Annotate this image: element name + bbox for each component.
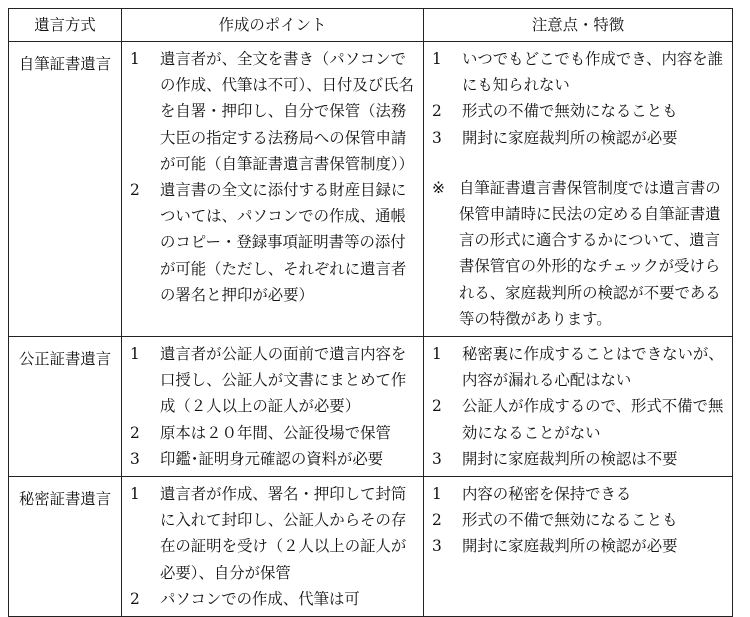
list-item [130, 177, 417, 308]
list-item [432, 481, 726, 507]
item-number: 2 [130, 423, 140, 442]
item-text: 遺言書の全文に添付する財産目録については、パソコンでの作成、通帳のコピー・登録事項証明書等の添付が可能（ただし、それぞれに遺言者の署名と押印が必要） [160, 181, 407, 304]
reference-mark-icon: ※ [432, 178, 445, 197]
list-item [130, 481, 417, 586]
item-text: いつでもどこでも作成でき、内容を誰にも知られない [462, 50, 724, 95]
list-item [130, 586, 417, 612]
list-item [130, 46, 417, 177]
item-number: 2 [130, 181, 140, 200]
remark-note [432, 175, 726, 332]
item-text: 開封に家庭裁判所の検認が必要 [462, 537, 678, 556]
item-text: 遺言者が公証人の面前で遺言内容を口授し、公証人が文書にまとめて作成（２人以上の証人が必要） [160, 345, 407, 416]
table-row [9, 477, 733, 617]
notes-cell [424, 337, 733, 477]
item-text: 開封に家庭裁判所の検認が必要 [462, 128, 678, 147]
list-item [130, 420, 417, 446]
item-number: 2 [130, 589, 140, 608]
item-number: 1 [130, 345, 140, 364]
item-number: 1 [432, 50, 442, 68]
list-item [130, 341, 417, 420]
header-method: 遺言方式 [9, 9, 122, 42]
item-number: 3 [130, 449, 140, 468]
item-text: 印鑑･証明身元確認の資料が必要 [160, 449, 384, 468]
remark-text: 自筆証書遺言書保管制度では遺言書の保管申請時に民法の定める自筆証書遺言の形式に適合するかについて、遺言書保管官の外形的なチェックが受けられる、家庭裁判所の検認が不要である等の特徴があります。 [459, 178, 721, 328]
item-text: 遺言者が、全文を書き（パソコンでの作成、代筆は不可）、日付及び氏名を自署・押印し、自分で保管（法務大臣の指定する法務局への保管申請が可能（自筆証書遺言書保管制度）） [160, 50, 414, 173]
item-number: 3 [432, 449, 442, 468]
list-item [432, 125, 726, 151]
notes-cell [424, 477, 733, 617]
list-item [432, 46, 726, 98]
method-cell: 秘密証書遺言 [9, 477, 122, 617]
item-number: 2 [432, 102, 442, 121]
list-item [432, 393, 726, 445]
list-item [432, 533, 726, 559]
method-cell: 公正証書遺言 [9, 337, 122, 477]
item-text: 公証人が作成するので、形式不備で無効になることがない [462, 397, 724, 442]
item-text: パソコンでの作成、代筆は可 [160, 589, 360, 608]
item-number: 1 [432, 485, 442, 504]
item-number: 1 [130, 485, 140, 504]
table-header-row [9, 9, 733, 42]
will-types-table [8, 8, 733, 617]
item-text: 遺言者が作成、署名・押印して封筒に入れて封印し、公証人からその存在の証明を受け（２人以上の証人が必要）、自分が保管 [160, 485, 407, 582]
list-item [432, 507, 726, 533]
list-item [130, 446, 417, 472]
points-cell [122, 337, 424, 477]
item-text: 形式の不備で無効になることも [462, 511, 678, 530]
list-item [432, 446, 726, 472]
item-number: 2 [432, 511, 442, 530]
table-row [9, 337, 733, 477]
item-text: 開封に家庭裁判所の検認は不要 [462, 449, 678, 468]
item-text: 秘密裏に作成することはできないが、内容が漏れる心配はない [462, 345, 724, 390]
item-number: 2 [432, 397, 442, 416]
header-notes: 注意点・特徴 [424, 9, 733, 42]
list-item [432, 341, 726, 393]
header-points: 作成のポイント [122, 9, 424, 42]
item-number: 1 [432, 345, 442, 364]
notes-cell [424, 42, 733, 337]
item-text: 内容の秘密を保持できる [462, 485, 632, 504]
table-row [9, 42, 733, 337]
method-cell: 自筆証書遺言 [9, 42, 122, 337]
item-number: 3 [432, 537, 442, 556]
item-text: 形式の不備で無効になることも [462, 102, 678, 121]
list-item [432, 98, 726, 124]
item-text: 原本は２０年間、公証役場で保管 [160, 423, 391, 442]
item-number: 3 [432, 128, 442, 147]
points-cell [122, 477, 424, 617]
item-number: 1 [130, 50, 140, 68]
points-cell [122, 42, 424, 337]
